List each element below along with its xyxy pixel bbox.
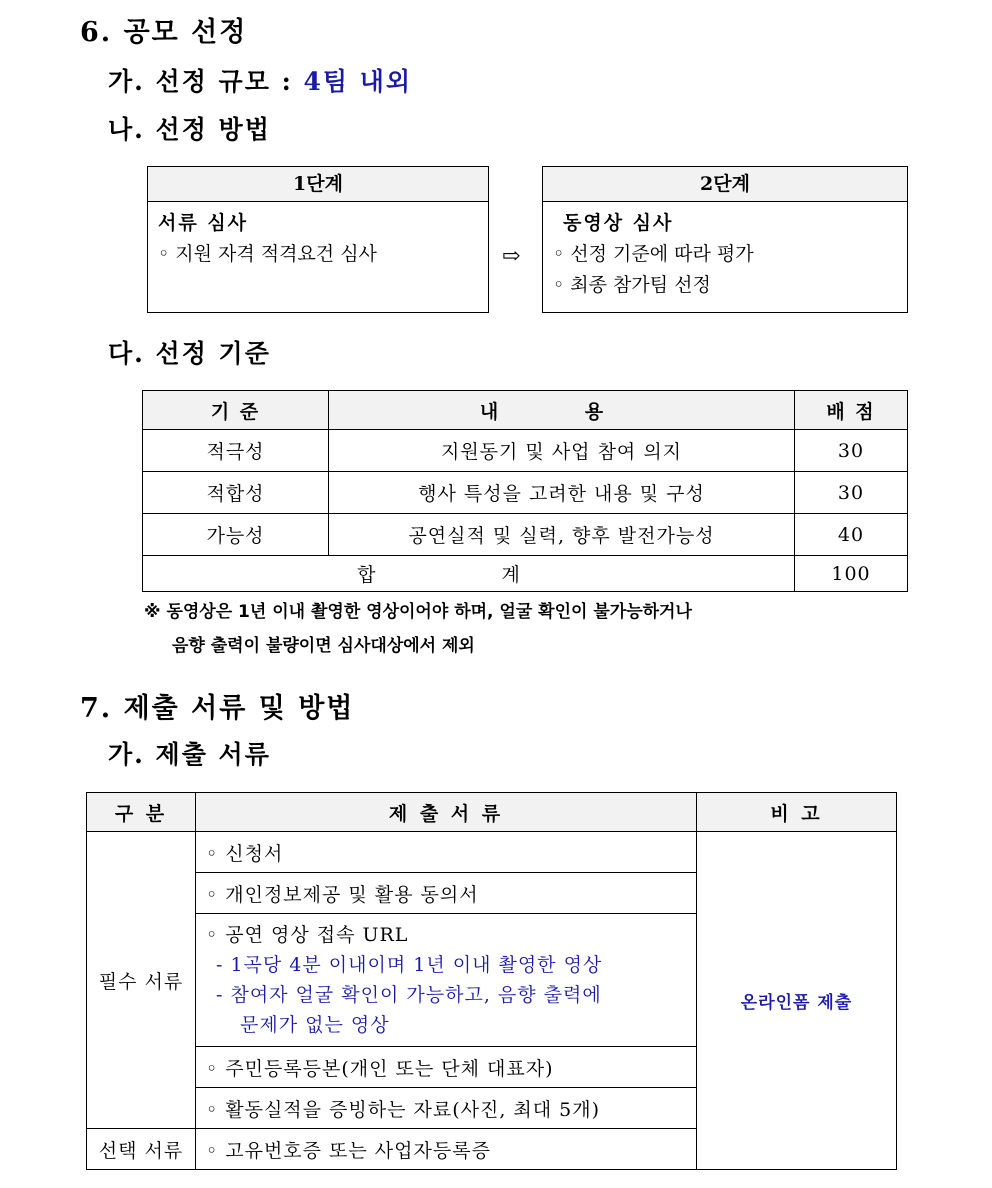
submission-docs-heading: 가. 제출 서류: [108, 740, 271, 769]
criteria-score: 40: [795, 514, 908, 556]
step1-item: ◦ 지원 자격 적격요건 심사: [158, 243, 377, 265]
doc-video-url-condition-2-cont: 문제가 없는 영상: [240, 1014, 390, 1036]
criteria-header-score: 배 점: [795, 391, 908, 430]
doc-video-url-condition-1: - 1곡당 4분 이내이며 1년 이내 촬영한 영상: [216, 954, 603, 976]
note-line-1: ※ 동영상은 1년 이내 촬영한 영상이어야 하며, 얼굴 확인이 불가능하거나: [144, 602, 692, 622]
selection-scale-value: 4팀 내외: [303, 67, 413, 96]
step2-box: [542, 166, 908, 313]
table-row: [87, 832, 897, 873]
docs-header-remark: 비 고: [697, 793, 897, 832]
step1-title: 서류 심사: [158, 212, 249, 234]
criteria-content: 지원동기 및 사업 참여 의지: [329, 430, 795, 472]
table-row: [143, 472, 908, 514]
criteria-score: 30: [795, 430, 908, 472]
doc-resident-registration: ◦ 주민등록등본(개인 또는 단체 대표자): [196, 1047, 697, 1088]
step1-header: 1단계: [148, 167, 488, 202]
doc-video-url-title: ◦ 공연 영상 접속 URL: [206, 924, 409, 946]
total-label: 합 계: [143, 556, 795, 592]
selection-scale-row: [108, 62, 412, 98]
table-row: [143, 514, 908, 556]
submission-table: [86, 792, 897, 1170]
table-row: [143, 430, 908, 472]
step2-title: 동영상 심사: [563, 212, 674, 234]
step2-header: 2단계: [543, 167, 907, 202]
criteria-content: 행사 특성을 고려한 내용 및 구성: [329, 472, 795, 514]
docs-header-category: 구 분: [87, 793, 196, 832]
section-6-heading: 6. 공모 선정: [80, 17, 248, 48]
criteria-name: 가능성: [143, 514, 329, 556]
criteria-content: 공연실적 및 실력, 향후 발전가능성: [329, 514, 795, 556]
doc-business-registration: ◦ 고유번호증 또는 사업자등록증: [196, 1129, 697, 1170]
criteria-header-row: [143, 391, 908, 430]
criteria-score: 30: [795, 472, 908, 514]
doc-video-url-condition-2: - 참여자 얼굴 확인이 가능하고, 음향 출력에: [216, 984, 602, 1006]
step1-box: [147, 166, 489, 313]
step2-item: ◦ 최종 참가팀 선정: [553, 274, 711, 296]
optional-docs-label: 선택 서류: [87, 1129, 196, 1170]
remark-online-form: 온라인폼 제출: [697, 832, 897, 1170]
step2-item: ◦ 선정 기준에 따라 평가: [553, 243, 754, 265]
docs-header-row: [87, 793, 897, 832]
arrow-icon: ⇨: [502, 244, 521, 269]
criteria-table: [142, 390, 908, 592]
required-docs-label: 필수 서류: [87, 832, 196, 1129]
selection-criteria-heading: 다. 선정 기준: [108, 339, 271, 368]
note-line-2: 음향 출력이 불량이면 심사대상에서 제외: [172, 636, 475, 656]
doc-application: ◦ 신청서: [196, 832, 697, 873]
total-row: [143, 556, 908, 592]
selection-method-heading: 나. 선정 방법: [108, 115, 271, 144]
selection-scale-label: 가. 선정 규모 :: [108, 67, 293, 96]
doc-activity-proof: ◦ 활동실적을 증빙하는 자료(사진, 최대 5개): [196, 1088, 697, 1129]
doc-privacy-consent: ◦ 개인정보제공 및 활용 동의서: [196, 873, 697, 914]
criteria-name: 적극성: [143, 430, 329, 472]
total-value: 100: [795, 556, 908, 592]
docs-header-documents: 제 출 서 류: [196, 793, 697, 832]
section-7-heading: 7. 제출 서류 및 방법: [80, 693, 355, 724]
criteria-header-content: 내 용: [329, 391, 795, 430]
criteria-name: 적합성: [143, 472, 329, 514]
criteria-header-criterion: 기 준: [143, 391, 329, 430]
doc-video-url: [196, 914, 697, 1047]
